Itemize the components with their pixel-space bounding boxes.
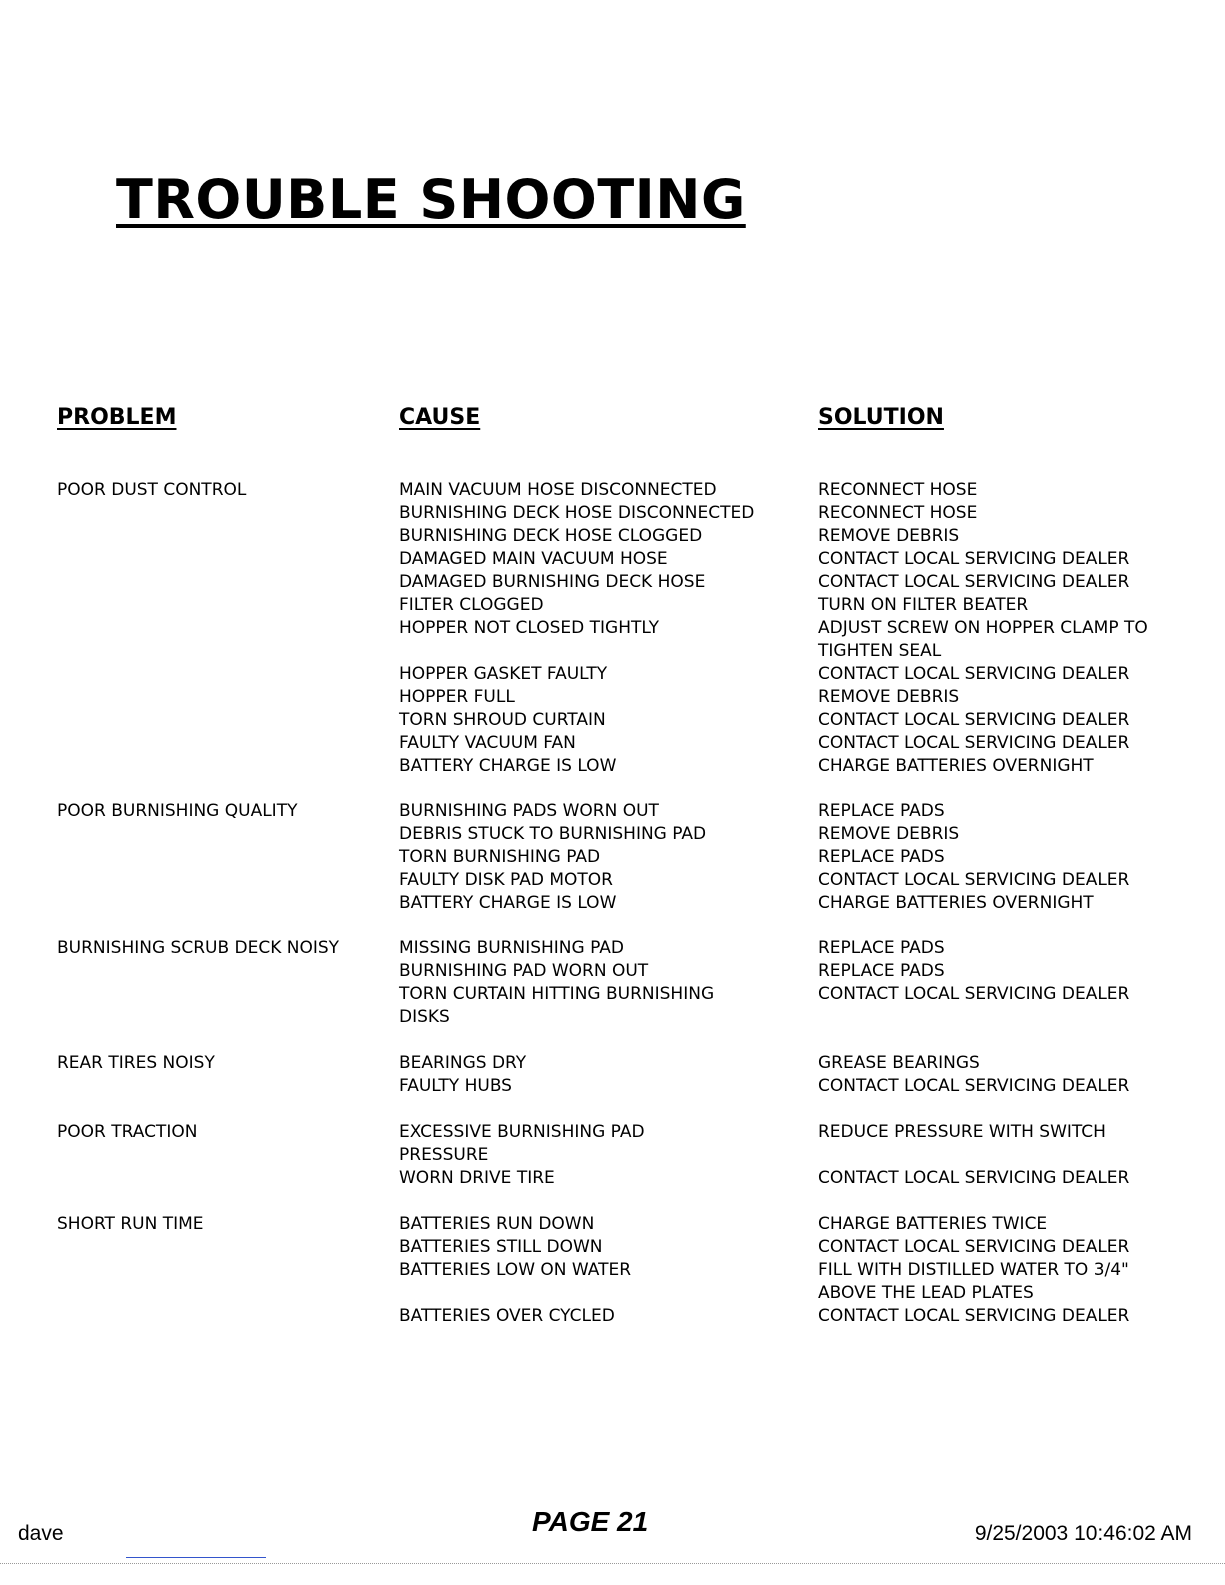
problem-cell: POOR TRACTION [57,1122,198,1142]
cause-cell: FAULTY VACUUM FAN [399,733,576,753]
solution-cell: CHARGE BATTERIES OVERNIGHT [818,756,1094,776]
table-row [0,983,1225,1029]
cause-cell: BURNISHING PADS WORN OUT [399,801,659,821]
solution-cell: REDUCE PRESSURE WITH SWITCH [818,1122,1106,1142]
table-row [0,1259,1225,1305]
trouble-group-scrub-deck-noisy [0,937,1225,1029]
cause-cell: BEARINGS DRY [399,1053,527,1073]
table-row [0,479,1225,502]
solution-cell: CONTACT LOCAL SERVICING DEALER [818,572,1130,592]
table-row [0,709,1225,732]
table-row [0,1236,1225,1259]
table-row [0,502,1225,525]
table-row [0,960,1225,983]
table-row [0,892,1225,915]
table-row [0,686,1225,709]
problem-cell: SHORT RUN TIME [57,1214,204,1234]
cause-cell: FAULTY DISK PAD MOTOR [399,870,613,890]
solution-cell: CHARGE BATTERIES TWICE [818,1214,1048,1234]
solution-cell: RECONNECT HOSE [818,480,978,500]
cause-cell: BURNISHING DECK HOSE CLOGGED [399,526,703,546]
cause-cell: TORN SHROUD CURTAIN [399,710,606,730]
cause-cell: EXCESSIVE BURNISHING PAD PRESSURE [399,1122,645,1165]
solution-cell: ADJUST SCREW ON HOPPER CLAMP TO TIGHTEN SEAL [818,618,1148,661]
cause-cell: TORN CURTAIN HITTING BURNISHING DISKS [399,984,715,1027]
table-row [0,755,1225,778]
solution-cell: CONTACT LOCAL SERVICING DEALER [818,984,1130,1004]
trouble-group-short-run-time [0,1213,1225,1328]
cause-cell: BATTERY CHARGE IS LOW [399,756,617,776]
table-row [0,571,1225,594]
solution-cell: REPLACE PADS [818,801,945,821]
solution-cell: CONTACT LOCAL SERVICING DEALER [818,870,1130,890]
solution-cell: CONTACT LOCAL SERVICING DEALER [818,710,1130,730]
cause-cell: DEBRIS STUCK TO BURNISHING PAD [399,824,707,844]
solution-cell: REMOVE DEBRIS [818,526,960,546]
cause-cell: FAULTY HUBS [399,1076,512,1096]
solution-cell: CONTACT LOCAL SERVICING DEALER [818,1076,1130,1096]
cause-cell: BATTERIES STILL DOWN [399,1237,603,1257]
cause-cell: BATTERIES RUN DOWN [399,1214,595,1234]
cause-column-header: CAUSE [399,405,481,430]
page-title: TROUBLE SHOOTING [116,168,746,231]
page-number: PAGE 21 [532,1506,649,1537]
solution-cell: CONTACT LOCAL SERVICING DEALER [818,664,1130,684]
table-row [0,617,1225,663]
table-row [0,594,1225,617]
solution-cell: REMOVE DEBRIS [818,824,960,844]
solution-cell: CHARGE BATTERIES OVERNIGHT [818,893,1094,913]
table-row [0,1121,1225,1167]
table-row [0,937,1225,960]
trouble-group-traction [0,1121,1225,1190]
cause-cell: MAIN VACUUM HOSE DISCONNECTED [399,480,717,500]
solution-cell: TURN ON FILTER BEATER [818,595,1029,615]
cause-cell: DAMAGED MAIN VACUUM HOSE [399,549,668,569]
solution-cell: REPLACE PADS [818,938,945,958]
table-row [0,1167,1225,1190]
solution-cell: REPLACE PADS [818,847,945,867]
solution-cell: CONTACT LOCAL SERVICING DEALER [818,733,1130,753]
trouble-group-dust-control [0,479,1225,778]
solution-cell: FILL WITH DISTILLED WATER TO 3/4" ABOVE THE LEAD PLATES [818,1260,1129,1303]
cause-cell: MISSING BURNISHING PAD [399,938,624,958]
solution-cell: RECONNECT HOSE [818,503,978,523]
table-row [0,732,1225,755]
table-row [0,1052,1225,1075]
footer-divider [0,1563,1225,1564]
problem-cell: POOR DUST CONTROL [57,480,247,500]
solution-cell: CONTACT LOCAL SERVICING DEALER [818,1168,1130,1188]
cause-cell: BURNISHING DECK HOSE DISCONNECTED [399,503,755,523]
solution-cell: GREASE BEARINGS [818,1053,980,1073]
trouble-group-rear-tires [0,1052,1225,1098]
table-row [0,548,1225,571]
problem-cell: REAR TIRES NOISY [57,1053,215,1073]
table-row [0,800,1225,823]
table-row [0,1213,1225,1236]
problem-cell: BURNISHING SCRUB DECK NOISY [57,938,340,958]
footer-author: dave [18,1522,64,1545]
solution-cell: REMOVE DEBRIS [818,687,960,707]
cause-cell: BURNISHING PAD WORN OUT [399,961,649,981]
cause-cell: BATTERIES OVER CYCLED [399,1306,615,1326]
solution-cell: CONTACT LOCAL SERVICING DEALER [818,1237,1130,1257]
solution-cell: REPLACE PADS [818,961,945,981]
table-row [0,846,1225,869]
solution-cell: CONTACT LOCAL SERVICING DEALER [818,549,1130,569]
cause-cell: HOPPER GASKET FAULTY [399,664,608,684]
table-row [0,1305,1225,1328]
cause-cell: DAMAGED BURNISHING DECK HOSE [399,572,706,592]
trouble-group-burnishing-quality [0,800,1225,915]
cause-cell: HOPPER NOT CLOSED TIGHTLY [399,618,659,638]
table-row [0,663,1225,686]
table-row [0,869,1225,892]
cause-cell: FILTER CLOGGED [399,595,544,615]
cause-cell: TORN BURNISHING PAD [399,847,601,867]
table-row [0,525,1225,548]
table-row [0,1075,1225,1098]
cause-cell: WORN DRIVE TIRE [399,1168,555,1188]
cause-cell: BATTERY CHARGE IS LOW [399,893,617,913]
solution-column-header: SOLUTION [818,405,944,430]
solution-cell: CONTACT LOCAL SERVICING DEALER [818,1306,1130,1326]
cause-cell: BATTERIES LOW ON WATER [399,1260,632,1280]
footer-timestamp: 9/25/2003 10:46:02 AM [974,1522,1192,1545]
footer-rule [126,1557,266,1558]
problem-column-header: PROBLEM [57,405,177,430]
table-row [0,823,1225,846]
cause-cell: HOPPER FULL [399,687,515,707]
problem-cell: POOR BURNISHING QUALITY [57,801,298,821]
